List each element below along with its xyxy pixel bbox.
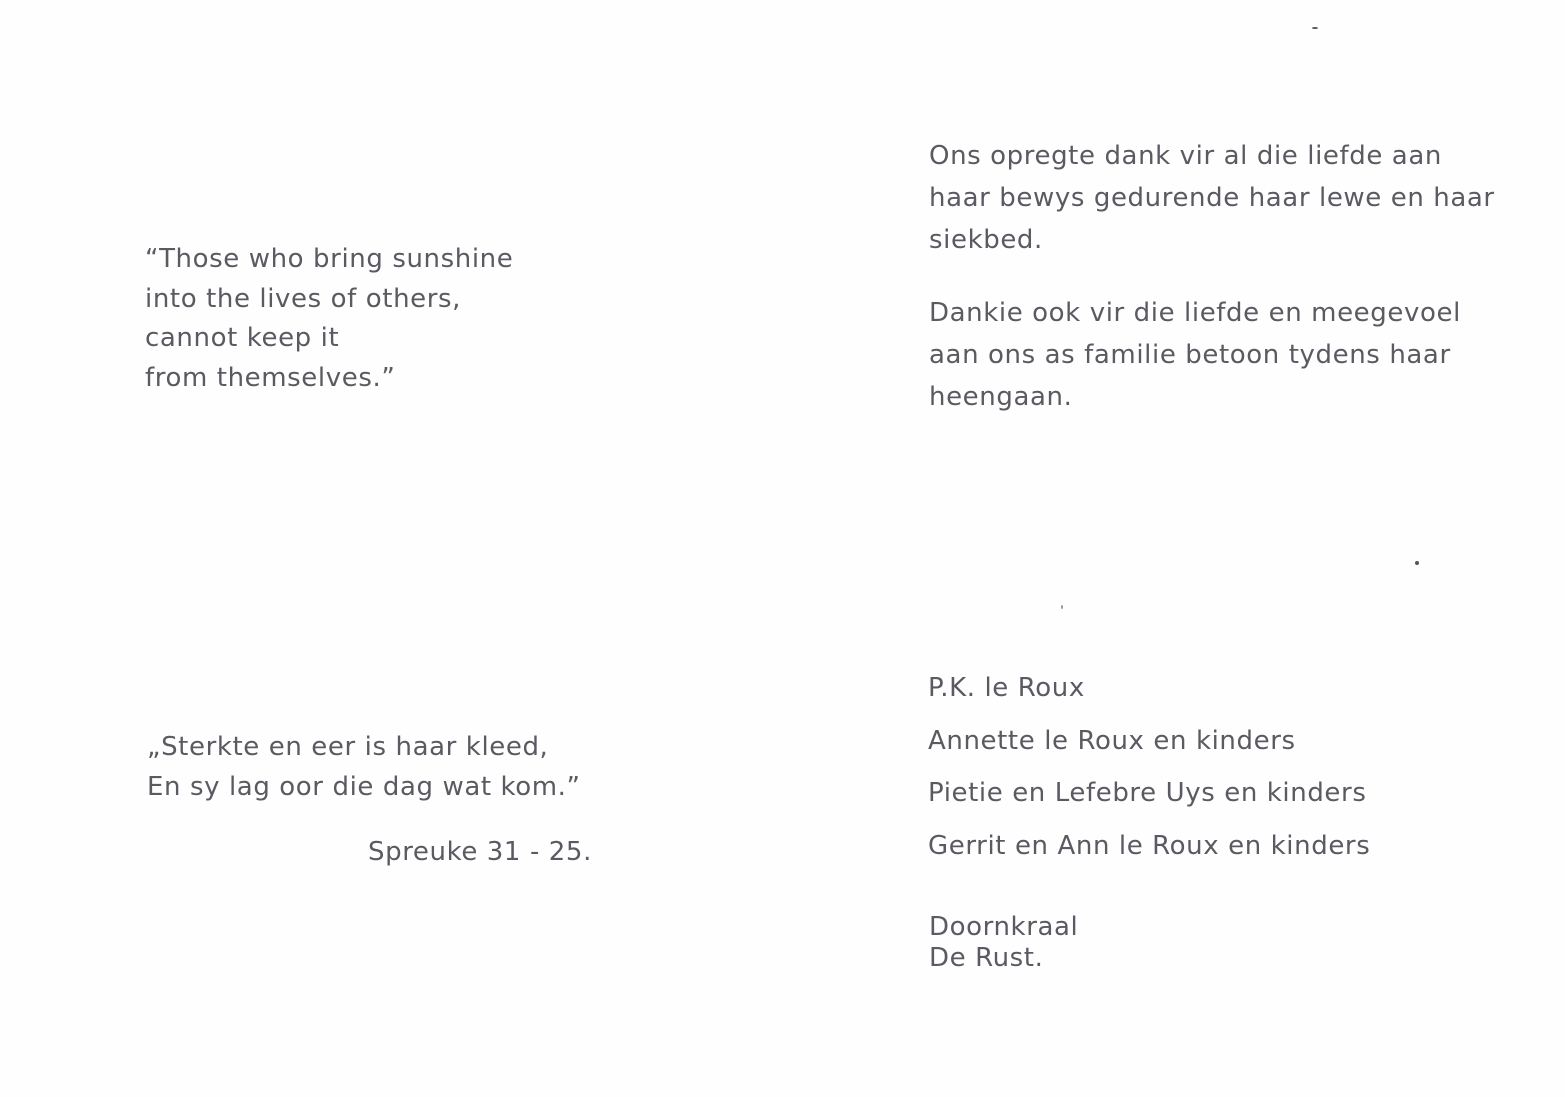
address-line: De Rust. — [929, 943, 1044, 973]
english-quote — [145, 240, 513, 398]
address-line: Doornkraal — [929, 912, 1079, 942]
thanks-paragraph-1 — [929, 135, 1529, 261]
paragraph-line: haar bewys gedurende haar lewe en haar — [929, 183, 1495, 213]
family-member: P.K. le Roux — [928, 673, 1085, 703]
paragraph-line: heengaan. — [929, 382, 1073, 412]
paragraph-line: Ons opregte dank vir al die liefde aan — [929, 141, 1442, 171]
family-member: Gerrit en Ann le Roux en kinders — [928, 830, 1371, 861]
quote-line: from themselves.” — [145, 362, 396, 393]
address — [929, 912, 1078, 974]
quote-line: into the lives of others, — [145, 283, 462, 314]
scripture-citation: Spreuke 31 - 25. — [368, 837, 592, 867]
print-speck — [1061, 605, 1063, 609]
verse-line: „Sterkte en eer is haar kleed, — [147, 732, 549, 762]
thanks-paragraph-2 — [929, 292, 1529, 418]
family-names — [928, 670, 1370, 880]
family-member: Annette le Roux en kinders — [928, 725, 1296, 756]
paragraph-line: siekbed. — [929, 225, 1043, 255]
quote-line: cannot keep it — [145, 323, 340, 353]
afrikaans-verse — [147, 728, 581, 807]
print-speck — [1312, 27, 1318, 29]
family-member: Pietie en Lefebre Uys en kinders — [928, 778, 1367, 808]
verse-line: En sy lag oor die dag wat kom.” — [147, 771, 581, 802]
paragraph-line: aan ons as familie betoon tydens haar — [929, 340, 1451, 370]
quote-line: “Those who bring sunshine — [145, 244, 514, 274]
print-speck — [1415, 561, 1419, 565]
paragraph-line: Dankie ook vir die liefde en meegevoel — [929, 298, 1461, 328]
